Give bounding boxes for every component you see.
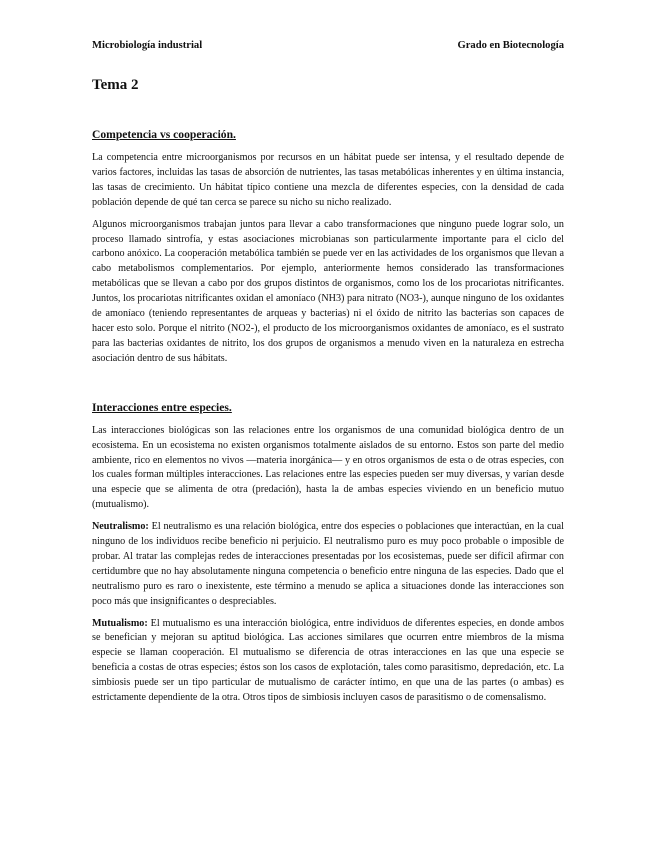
paragraph: Las interacciones biológicas son las relaciones entre los organismos de una comunidad biológica dentro de un ecosistema. En un ecosistema no existen organismos totalmente aislados de su entorno. Estos son parte del medio ambiente, rico en elementos no vivos —materia inorgánica— y en otros organismos de esta o de otras especies, con los cuales forman múltiples interacciones. Las relaciones entre las especies pueden ser muy diversas, y varían desde una especie que se alimenta de otra (predación), hasta la de ambas especies viviendo en un beneficio mutuo (mutualismo). <box>92 424 564 511</box>
section-interacciones <box>92 401 564 706</box>
header-degree: Grado en Biotecnología <box>457 40 564 51</box>
paragraph: La competencia entre microorganismos por recursos en un hábitat puede ser intensa, y el resultado depende de varios factores, incluidas las tasas de absorción de nutrientes, las tasas metabólicas inherentes y en última instancia, las tasas de crecimiento. Un hábitat típico contiene una mezcla de diferentes especies, con la densidad de cada población depende de qué tan cerca se parece su nicho su nicho realizado. <box>92 152 564 208</box>
definition-term: Neutralismo: <box>92 521 149 533</box>
definition-text: El neutralismo es una relación biológica, entre dos especies o poblaciones que interactúan, en la cual ninguno de los individuos recibe beneficio ni perjuicio. El neutralismo puro es muy poco probable o imposible de probar. Al tratar las complejas redes de interacciones presentadas por los ecosistemas, puede ser difícil afirmar con certidumbre que no hay absolutamente ninguna competencia o beneficio entre ninguna de las especies. Dado que el neutralismo puro es raro o inexistente, este término a menudo se aplica a situaciones donde las interacciones son poco más que insignificantes o despreciables. <box>92 521 564 607</box>
definition-text: El mutualismo es una interacción biológica, entre individuos de diferentes especies, en donde ambos se benefician y mejoran su aptitud biológica. Las acciones similares que ocurren entre miembros de la misma especie se llaman cooperación. El mutualismo se diferencia de otras interacciones en las que una especie se beneficia a costas de otras especies; éstos son los casos de explotación, tales como parasitismo, depredación, etc. La simbiosis puede ser un tipo particular de mutualismo de carácter íntimo, en que una de las partes (o ambas) es estrictamente dependiente de la otra. Otros tipos de simbiosis incluyen casos de parasitismo o de comensalismo. <box>92 617 564 704</box>
section-heading: Interacciones entre especies. <box>92 400 232 414</box>
section-competencia <box>92 128 564 367</box>
definition-term: Mutualismo: <box>92 617 148 629</box>
page-header <box>92 40 564 51</box>
section-heading: Competencia vs cooperación. <box>92 128 236 141</box>
paragraph: Algunos microorganismos trabajan juntos para llevar a cabo transformaciones que ninguno puede lograr solo, un proceso llamado sintrofía, y estas asociaciones microbianas son particularmente importante para el ciclo del carbono anóxico. La cooperación metabólica también se puede ver en las actividades de los organismos que llevan a cabo metabolismos complementarios. Por ejemplo, anteriormente hemos considerado las transformaciones metabólicas que se llevan a cabo por dos grupos distintos de organismos, como los de los procariotas nitrificantes. Juntos, los procariotas nitrificantes oxidan el amoníaco (NH3) para nitrato (NO3-), aunque ninguno de los oxidantes de amoníaco (teniendo representantes de arqueas y bacterias) ni el óxido de nitrito las bacterias son capaces de hacer esto solo. Porque el nitrito (NO2-), el producto de los microorganismos oxidantes de amoníaco, es el sustrato para las bacterias oxidantes de nitrito, los dos grupos de organismos a menudo viven en la naturaleza en estrecha asociación dentro de sus hábitats. <box>92 218 564 364</box>
document-body <box>92 128 564 713</box>
header-course: Microbiología industrial <box>92 40 203 51</box>
definition-neutralismo <box>92 520 564 609</box>
definition-mutualismo <box>92 617 564 706</box>
document-title: Tema 2 <box>92 77 139 93</box>
